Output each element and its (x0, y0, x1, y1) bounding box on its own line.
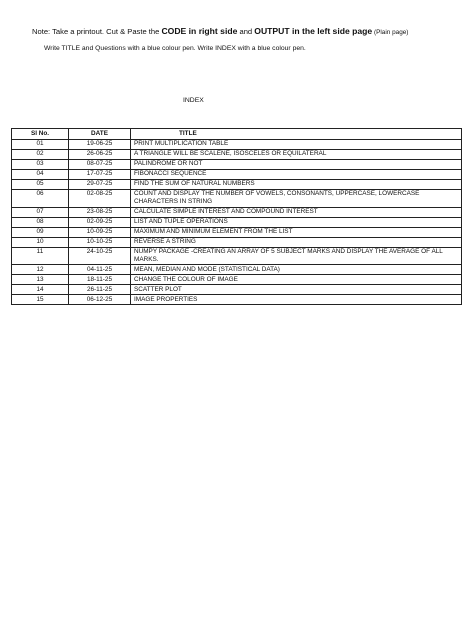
table-row (12, 207, 462, 217)
cell-date: 02-09-25 (69, 217, 131, 227)
cell-date: 17-07-25 (69, 169, 131, 179)
cell-date: 23-08-25 (69, 207, 131, 217)
cell-title: IMAGE PROPERTIES (131, 295, 462, 305)
table-row (12, 237, 462, 247)
cell-sl-no: 14 (12, 285, 69, 295)
cell-date: 06-12-25 (69, 295, 131, 305)
cell-title: NUMPY PACKAGE -CREATING AN ARRAY OF 5 SUBJECT MARKS AND DISPLAY THE AVERAGE OF ALL MARKS. (131, 247, 462, 265)
cell-sl-no: 01 (12, 139, 69, 149)
note-output-phrase: OUTPUT in the left side page (254, 26, 373, 36)
cell-title: REVERSE A STRING (131, 237, 462, 247)
cell-date: 04-11-25 (69, 265, 131, 275)
cell-sl-no: 08 (12, 217, 69, 227)
cell-date: 26-06-25 (69, 149, 131, 159)
header-title: TITLE (131, 129, 462, 140)
cell-date: 18-11-25 (69, 275, 131, 285)
cell-sl-no: 12 (12, 265, 69, 275)
cell-title: SCATTER PLOT (131, 285, 462, 295)
table-row (12, 265, 462, 275)
cell-sl-no: 15 (12, 295, 69, 305)
header-date: DATE (69, 129, 131, 140)
cell-date: 24-10-25 (69, 247, 131, 265)
table-row (12, 247, 462, 265)
table-row (12, 159, 462, 169)
cell-date: 26-11-25 (69, 285, 131, 295)
note-code-phrase: CODE in right side (161, 26, 238, 36)
instruction-line: Write TITLE and Questions with a blue colour pen. Write INDEX with a blue colour pen. (44, 45, 306, 52)
cell-sl-no: 06 (12, 189, 69, 207)
cell-title: FIBONACCI SEQUENCE (131, 169, 462, 179)
cell-sl-no: 05 (12, 179, 69, 189)
table-body (12, 139, 462, 305)
cell-title: PALINDROME OR NOT (131, 159, 462, 169)
cell-date: 29-07-25 (69, 179, 131, 189)
cell-sl-no: 13 (12, 275, 69, 285)
table-row (12, 139, 462, 149)
cell-title: MAXIMUM AND MINIMUM ELEMENT FROM THE LIST (131, 227, 462, 237)
cell-title: PRINT MULTIPLICATION TABLE (131, 139, 462, 149)
table-row (12, 149, 462, 159)
note-prefix: Note: Take a printout. Cut & Paste the (32, 27, 162, 36)
cell-title: LIST AND TUPLE OPERATIONS (131, 217, 462, 227)
index-heading: INDEX (183, 97, 204, 104)
cell-sl-no: 02 (12, 149, 69, 159)
cell-sl-no: 07 (12, 207, 69, 217)
header-sl-no: Sl No. (12, 129, 69, 140)
table-header-row (12, 129, 462, 140)
cell-sl-no: 03 (12, 159, 69, 169)
cell-sl-no: 09 (12, 227, 69, 237)
note-suffix: (Plain page) (372, 29, 409, 36)
cell-title: CALCULATE SIMPLE INTEREST AND COMPOUND INTEREST (131, 207, 462, 217)
cell-date: 08-07-25 (69, 159, 131, 169)
table-row (12, 275, 462, 285)
cell-sl-no: 04 (12, 169, 69, 179)
cell-title: FIND THE SUM OF NATURAL NUMBERS (131, 179, 462, 189)
table-row (12, 169, 462, 179)
cell-title: MEAN, MEDIAN AND MODE (STATISTICAL DATA) (131, 265, 462, 275)
table-row (12, 295, 462, 305)
cell-title: COUNT AND DISPLAY THE NUMBER OF VOWELS, CONSONANTS, UPPERCASE, LOWERCASE CHARACTERS IN STRING (131, 189, 462, 207)
cell-date: 19-06-25 (69, 139, 131, 149)
cell-date: 02-08-25 (69, 189, 131, 207)
table-row (12, 227, 462, 237)
table-row (12, 217, 462, 227)
note-and: and (237, 27, 255, 36)
index-table (11, 128, 462, 305)
cell-sl-no: 10 (12, 237, 69, 247)
note-line (32, 27, 462, 36)
cell-date: 10-09-25 (69, 227, 131, 237)
cell-title: CHANGE THE COLOUR OF IMAGE (131, 275, 462, 285)
table-row (12, 189, 462, 207)
table-row (12, 285, 462, 295)
cell-title: A TRIANGLE WILL BE SCALENE, ISOSCELES OR EQUILATERAL (131, 149, 462, 159)
cell-date: 10-10-25 (69, 237, 131, 247)
cell-sl-no: 11 (12, 247, 69, 265)
table-row (12, 179, 462, 189)
